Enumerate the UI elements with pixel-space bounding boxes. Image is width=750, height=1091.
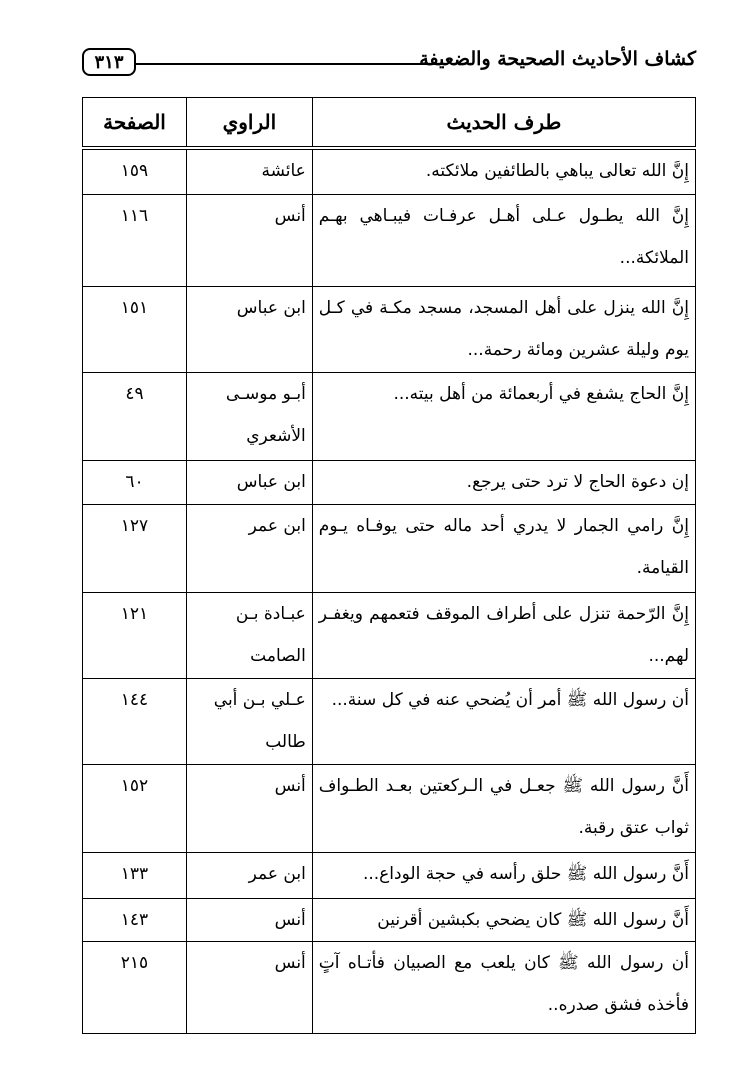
table-row — [83, 852, 696, 898]
page-cell: ١٤٣ — [83, 898, 187, 941]
narrator-cell: أبـو موسـى الأشعري — [186, 372, 312, 460]
hadith-cell: إِنَّ الله تعالى يباهي بالطائفين ملائكته. — [312, 148, 695, 194]
hadith-cell: إِنَّ الله ينزل على أهل المسجد، مسجد مكـة في كـل يوم وليلة عشرين ومائة رحمة... — [312, 286, 695, 372]
hadith-cell: إن دعوة الحاج لا ترد حتى يرجع. — [312, 460, 695, 504]
table-row — [83, 372, 696, 460]
page-cell: ١١٦ — [83, 194, 187, 286]
narrator-cell: أنس — [186, 941, 312, 1033]
table-row — [83, 460, 696, 504]
table-row — [83, 592, 696, 678]
narrator-cell: أنس — [186, 764, 312, 852]
table-row — [83, 286, 696, 372]
page-cell: ١٢١ — [83, 592, 187, 678]
table-row — [83, 678, 696, 764]
header-rule — [136, 63, 442, 65]
page-cell: ٤٩ — [83, 372, 187, 460]
narrator-cell: ابن عمر — [186, 852, 312, 898]
table-row — [83, 898, 696, 941]
hadith-cell: أَنَّ رسول الله ﷺ حلق رأسه في حجة الوداع... — [312, 852, 695, 898]
narrator-cell: ابن عباس — [186, 286, 312, 372]
page-cell: ١٥٢ — [83, 764, 187, 852]
table-row — [83, 504, 696, 592]
hadith-cell: إِنَّ الله يطـول عـلى أهـل عرفـات فيبـاهي بهـم الملائكة... — [312, 194, 695, 286]
hadith-cell: أن رسول الله ﷺ أمر أن يُضحي عنه في كل سنة... — [312, 678, 695, 764]
hadith-cell: أَنَّ رسول الله ﷺ كان يضحي بكبشين أقرنين — [312, 898, 695, 941]
hadith-cell: إِنَّ الحاج يشفع في أربعمائة من أهل بيته... — [312, 372, 695, 460]
running-title: كشاف الأحاديث الصحيحة والضعيفة — [419, 48, 696, 70]
hadith-cell: إِنَّ الرّحمة تنزل على أطراف الموقف فتعمهم ويغفـر لهم... — [312, 592, 695, 678]
narrator-cell: أنس — [186, 194, 312, 286]
hadith-index-table — [82, 97, 696, 1034]
page-cell: ١٥٩ — [83, 148, 187, 194]
table-row — [83, 148, 696, 194]
column-header-narrator: الراوي — [186, 98, 312, 149]
narrator-cell: عائشة — [186, 148, 312, 194]
page-number: ٣١٣ — [82, 48, 136, 76]
narrator-cell: ابن عباس — [186, 460, 312, 504]
table-row — [83, 764, 696, 852]
hadith-cell: إِنَّ رامي الجمار لا يدري أحد ماله حتى يوفـاه يـوم القيامة. — [312, 504, 695, 592]
narrator-cell: ابن عمر — [186, 504, 312, 592]
table-row — [83, 194, 696, 286]
hadith-cell: أن رسول الله ﷺ كان يلعب مع الصبيان فأتـاه آتٍ فأخذه فشق صدره.. — [312, 941, 695, 1033]
narrator-cell: عـلي بـن أبي طالب — [186, 678, 312, 764]
table-row — [83, 941, 696, 1033]
page-cell: ١٢٧ — [83, 504, 187, 592]
narrator-cell: عبـادة بـن الصامت — [186, 592, 312, 678]
column-header-hadith: طرف الحديث — [312, 98, 695, 149]
page-cell: ١٣٣ — [83, 852, 187, 898]
page-header — [82, 46, 696, 86]
page-cell: ٦٠ — [83, 460, 187, 504]
page-cell: ١٤٤ — [83, 678, 187, 764]
column-header-page: الصفحة — [83, 98, 187, 149]
hadith-cell: أَنَّ رسول الله ﷺ جعـل في الـركعتين بعـد الطـواف ثواب عتق رقبة. — [312, 764, 695, 852]
narrator-cell: أنس — [186, 898, 312, 941]
page-cell: ٢١٥ — [83, 941, 187, 1033]
table-header-row — [83, 98, 696, 149]
page-cell: ١٥١ — [83, 286, 187, 372]
